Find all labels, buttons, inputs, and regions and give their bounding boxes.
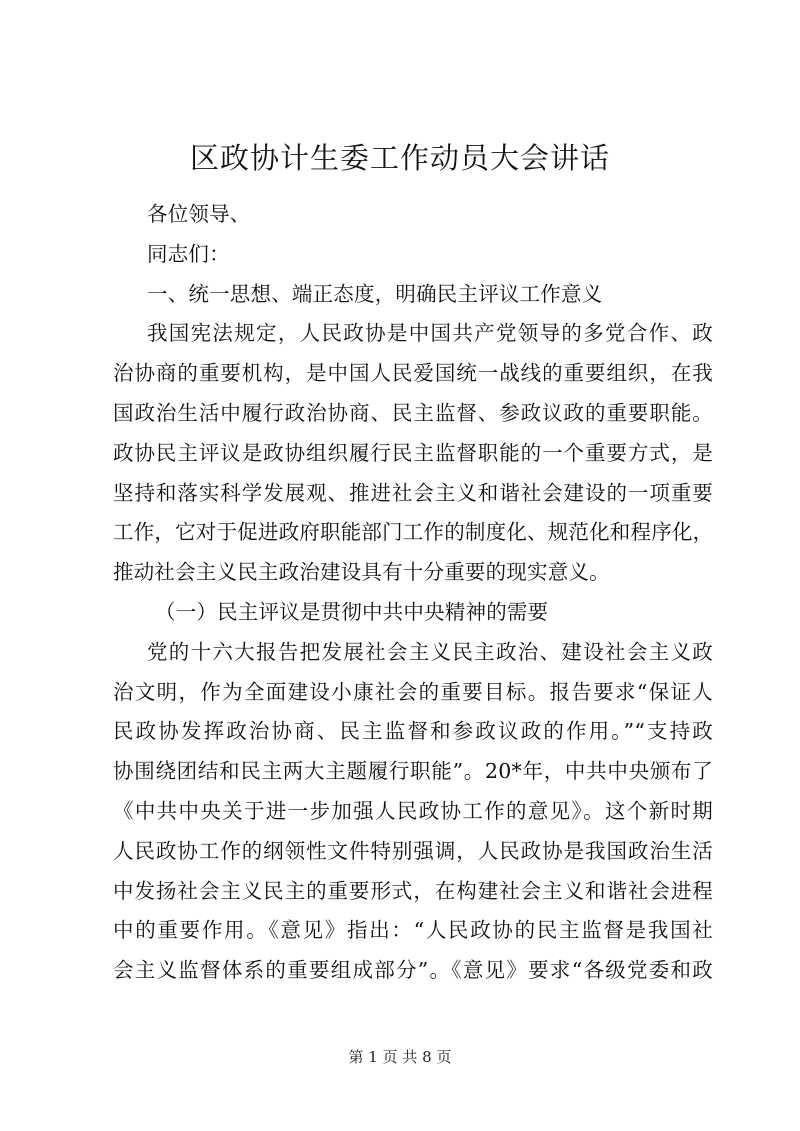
- text-line: 协围绕团结和民主两大主题履行职能”。20*年，中共中央颁布了: [113, 759, 713, 784]
- text-line: 政协民主评议是政协组织履行民主监督职能的一个重要方式，是: [113, 440, 713, 465]
- text-line: 会主义监督体系的重要组成部分”。《意见》要求“各级党委和政: [113, 958, 713, 983]
- document-body: [113, 195, 713, 991]
- document-title: 区政协计生委工作动员大会讲话: [189, 141, 610, 175]
- text-line: 治文明，作为全面建设小康社会的重要目标。报告要求“保证人: [113, 679, 713, 704]
- text-line: 一、统一思想、端正态度，明确民主评议工作意义: [147, 281, 603, 306]
- text-line: 民政协发挥政治协商、民主监督和参政议政的作用。”“支持政: [113, 719, 713, 744]
- text-line: 《中共中央关于进一步加强人民政协工作的意见》。这个新时期: [113, 798, 713, 823]
- text-line: 坚持和落实科学发展观、推进社会主义和谐社会建设的一项重要: [113, 480, 713, 505]
- text-line: 同志们：: [147, 241, 230, 266]
- text-line: 中的重要作用。《意见》指出：“人民政协的民主监督是我国社: [113, 918, 713, 943]
- text-line: 各位领导、: [147, 202, 251, 226]
- page-footer: 第 1 页 共 8 页: [348, 1048, 452, 1066]
- text-line: 中发扬社会主义民主的重要形式，在构建社会主义和谐社会进程: [113, 878, 713, 903]
- text-line: 推动社会主义民主政治建设具有十分重要的现实意义。: [113, 560, 610, 585]
- text-line: （一）民主评议是贯彻中共中央精神的需要: [155, 599, 549, 624]
- text-line: 我国宪法规定，人民政协是中国共产党领导的多党合作、政: [147, 321, 713, 346]
- text-line: 人民政协工作的纲领性文件特别强调，人民政协是我国政治生活: [113, 838, 713, 863]
- text-line: 国政治生活中履行政治协商、民主监督、参政议政的重要职能。: [113, 400, 713, 425]
- text-line: 治协商的重要机构，是中国人民爱国统一战线的重要组织，在我: [113, 361, 713, 386]
- text-line: 党的十六大报告把发展社会主义民主政治、建设社会主义政: [147, 639, 713, 664]
- text-line: 工作，它对于促进政府职能部门工作的制度化、规范化和程序化，: [113, 520, 714, 545]
